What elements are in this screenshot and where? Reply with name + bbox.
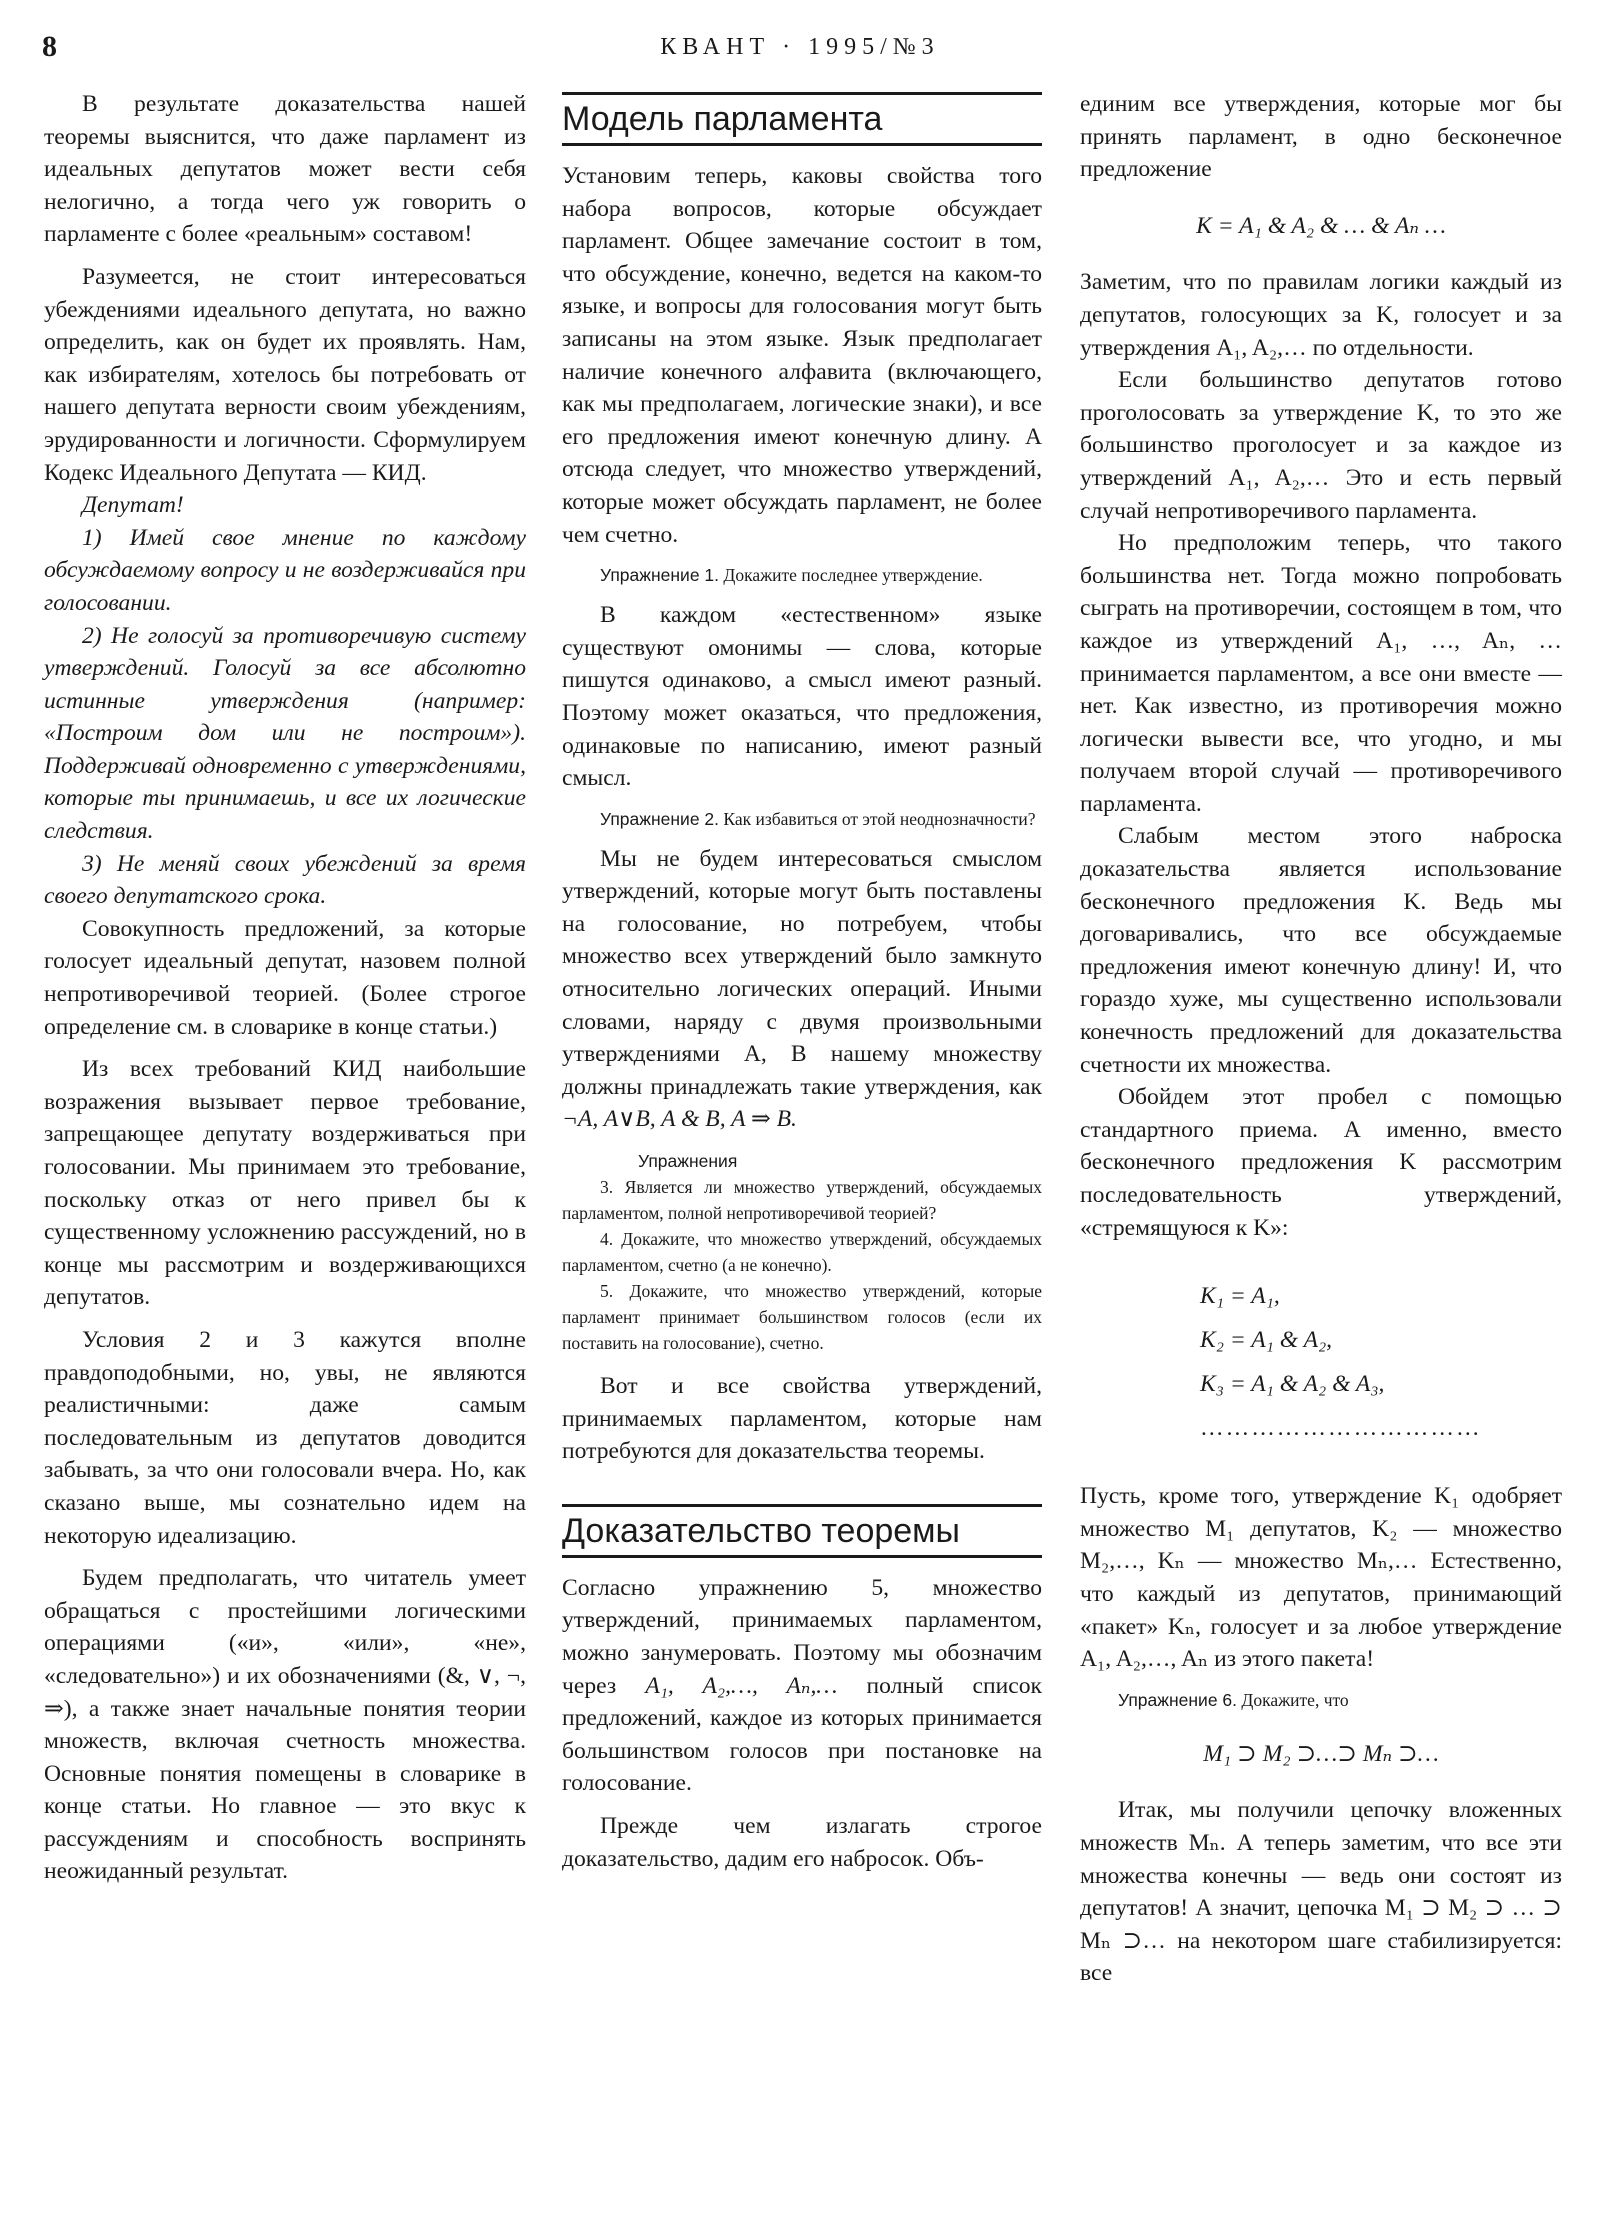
paragraph: Итак, мы получили цепочку вложенных множеств Mₙ. А теперь заметим, что все эти множества конечны — ведь они состоят из депутатов! А значит, цепочка M₁ ⊃ M₂ ⊃ … ⊃ Mₙ ⊃… на некотором шаге стабилизируется: все	[1080, 1797, 1562, 1987]
paragraph: Обойдем этот пробел с помощью стандартного приема. А именно, вместо бесконечного предложения K рассмотрим последовательность утверждений, «стремящуюся к K»:	[1080, 1084, 1562, 1241]
paragraph: Пусть, кроме того, утверждение K₁ одобряет множество M₁ депутатов, K₂ — множество M₂,…, Kₙ — множество Mₙ,… Естественно, что каждый из депутатов, принимающий «пакет» Kₙ, голосует и за любое утверждение A₁, A₂,…, Aₙ из этого пакета!	[1080, 1483, 1562, 1673]
sequence-formula: A₁, A₂,…, Aₙ,…	[645, 1672, 838, 1699]
paragraph: Будем предполагать, что читатель умеет обращаться с простейшими логическими операциями («и», «или», «не», «следовательно») и их обозначениями (&, ∨, ¬, ⇒), а также знает начальные понятия теории множеств, включая счетность множества. Основные понятия помещены в словарике в конце статьи. Но главное — это вкус к рассуждениям и способность воспринять неожиданный результат.	[44, 1565, 526, 1885]
exercises-3-5	[562, 1148, 1042, 1356]
paragraph: Вот и все свойства утверждений, принимаемых парламентом, которые нам потребуются для доказательства теоремы.	[562, 1373, 1042, 1465]
paragraph: Установим теперь, каковы свойства того набора вопросов, которые обсуждает парламент. Общее замечание состоит в том, что обсуждение, конечно, ведется на каком-то языке, и вопросы для голосования могут быть записаны на этом языке. Язык предполагает наличие конечного алфавита (включающего, как мы предполагаем, логические знаки), и все его предложения имеют конечную длину. А отсюда следует, что множество утверждений, которые может обсуждать парламент, не более чем счетно.	[562, 163, 1042, 548]
exercise-label: Упражнение 6.	[1118, 1689, 1238, 1710]
exercise-2	[562, 805, 1042, 833]
exercise-item: 5. Докажите, что множество утверждений, которые парламент принимает большинством голосов (если их поставить на голосование), счетно.	[562, 1281, 1042, 1354]
exercise-label: Упражнение 2.	[600, 808, 720, 829]
exercises-title: Упражнения	[638, 1151, 738, 1172]
section-title-theorem-proof: Доказательство теоремы	[562, 1504, 1042, 1558]
code-item: 1) Имей свое мнение по каждому обсуждаемому вопросу и не воздерживайся при голосовании.	[44, 524, 526, 616]
paragraph	[562, 1572, 1042, 1800]
paragraph-text: полный список предложений, каждое из которых принимается большинством голосов при постановке на голосование.	[562, 1672, 1042, 1797]
running-head: КВАНТ · 1995/№3	[660, 34, 940, 60]
formula-line: K₁ = A₁,	[1200, 1283, 1280, 1310]
paragraph: Если большинство депутатов готово проголосовать за утверждение K, то это же большинство проголосует и за каждое из утверждений A₁, A₂,… Это и есть первый случай непротиворечивого парламента.	[1080, 367, 1562, 524]
column-3	[1080, 88, 1562, 1990]
paragraph: Совокупность предложений, за которые голосует идеальный депутат, назовем полной непротиворечивой теорией. (Более строгое определение см. в словарике в конце статьи.)	[44, 915, 526, 1040]
paragraph: Заметим, что по правилам логики каждый из депутатов, голосующих за K, голосует и за утверждения A₁, A₂,… по отдельности.	[1080, 269, 1562, 361]
page-number: 8	[42, 30, 57, 63]
exercise-1	[562, 561, 1042, 589]
exercise-text: Как избавиться от этой неоднозначности?	[723, 808, 1036, 829]
paragraph: В каждом «естественном» языке существуют омонимы — слова, которые пишутся одинаково, а смысл имеют разный. Поэтому может оказаться, что предложения, одинаковые по написанию, имеют разный смысл.	[562, 602, 1042, 792]
exercise-text: Докажите, что	[1241, 1689, 1349, 1710]
formula-sequence	[1200, 1274, 1562, 1450]
formula-dots: ……………………………	[1200, 1415, 1482, 1442]
exercise-item: 3. Является ли множество утверждений, обсуждаемых парламентом, полной непротиворечивой теорией?	[562, 1177, 1042, 1224]
exercise-6	[1080, 1686, 1562, 1714]
paragraph	[562, 843, 1042, 1136]
exercise-item: 4. Докажите, что множество утверждений, обсуждаемых парламентом, счетно (а не конечно).	[562, 1229, 1042, 1276]
formula-M: M₁ ⊃ M₂ ⊃…⊃ Mₙ ⊃…	[1203, 1740, 1439, 1767]
exercise-text: Докажите последнее утверждение.	[723, 565, 983, 586]
paragraph: Слабым местом этого наброска доказательства является использование бесконечного предложения K. Ведь мы договаривались, что все обсуждаемые предложения имеют конечную длину! И, что гораздо хуже, мы существенно использовали конечность предложений для доказательства счетности их множества.	[1080, 823, 1562, 1078]
code-title: Депутат!	[82, 492, 184, 519]
paragraph: Разумеется, не стоит интересоваться убеждениями идеального депутата, но важно определить, как он будет их проявлять. Нам, как избирателям, хотелось бы потребовать от нашего депутата верности своим убеждениям, эрудированности и логичности. Сформулируем Кодекс Идеального Депутата — КИД.	[44, 263, 526, 486]
paragraph: Из всех требований КИД наибольшие возражения вызывает первое требование, запрещающее депутату воздерживаться при голосовании. Мы принимаем это требование, поскольку отказ от него привел бы к существенному усложнению рассуждений, но в конце мы рассмотрим и воздерживающихся депутатов.	[44, 1056, 526, 1311]
paragraph-text: Мы не будем интересоваться смыслом утверждений, которые могут быть поставлены на голосование, но потребуем, чтобы множество всех утверждений было замкнуто относительно логических операций. Иными словами, наряду с двумя произвольными утверждениями A, B нашему множеству должны принадлежать такие утверждения, как	[562, 845, 1042, 1100]
formula-K: K = A₁ & A₂ & … & Aₙ …	[1196, 212, 1446, 239]
section-title-parliament-model: Модель парламента	[562, 92, 1042, 146]
logic-formula: ¬A, A∨B, A & B, A ⇒ B.	[562, 1106, 797, 1133]
column-1	[44, 88, 526, 1888]
paragraph: Прежде чем излагать строгое доказательство, дадим его набросок. Объ-	[562, 1812, 1042, 1872]
code-item: 3) Не меняй своих убеждений за время своего депутатского срока.	[44, 850, 526, 910]
formula-line: K₂ = A₁ & A₂,	[1200, 1327, 1333, 1354]
exercise-label: Упражнение 1.	[600, 565, 720, 586]
paragraph-text: Согласно упражнению 5, множество утверждений, принимаемых парламентом, можно занумеровать. Поэтому мы обозначим через	[562, 1574, 1042, 1699]
deputy-code	[44, 489, 526, 913]
paragraph: Условия 2 и 3 кажутся вполне правдоподобными, но, увы, не являются реалистичными: даже самым последовательным из депутатов доводится забывать, за что они голосовали вчера. Но, как сказано выше, мы сознательно идем на некоторую идеализацию.	[44, 1326, 526, 1549]
formula-line: K₃ = A₁ & A₂ & A₃,	[1200, 1371, 1385, 1398]
paragraph: В результате доказательства нашей теоремы выяснится, что даже парламент из идеальных депутатов может вести себя нелогично, а тогда чего уж говорить о парламенте с более «реальным» составом!	[44, 91, 526, 248]
paragraph: единим все утверждения, которые мог бы принять парламент, в одно бесконечное предложение	[1080, 91, 1562, 183]
code-item: 2) Не голосуй за противоречивую систему утверждений. Голосуй за все абсолютно истинные утверждения (например: «Построим дом или не построим»). Поддерживай одновременно с утверждениями, которые ты принимаешь, и все их логические следствия.	[44, 622, 526, 845]
paragraph: Но предположим теперь, что такого большинства нет. Тогда можно попробовать сыграть на противоречии, состоящем в том, что каждое из утверждений A₁, …, Aₙ, … принимается парламентом, а все они вместе — нет. Как известно, из противоречия можно логически вывести все, что угодно, и мы получаем второй случай — противоречивого парламента.	[1080, 530, 1562, 817]
page-header	[0, 30, 1600, 70]
column-2	[562, 88, 1042, 1875]
